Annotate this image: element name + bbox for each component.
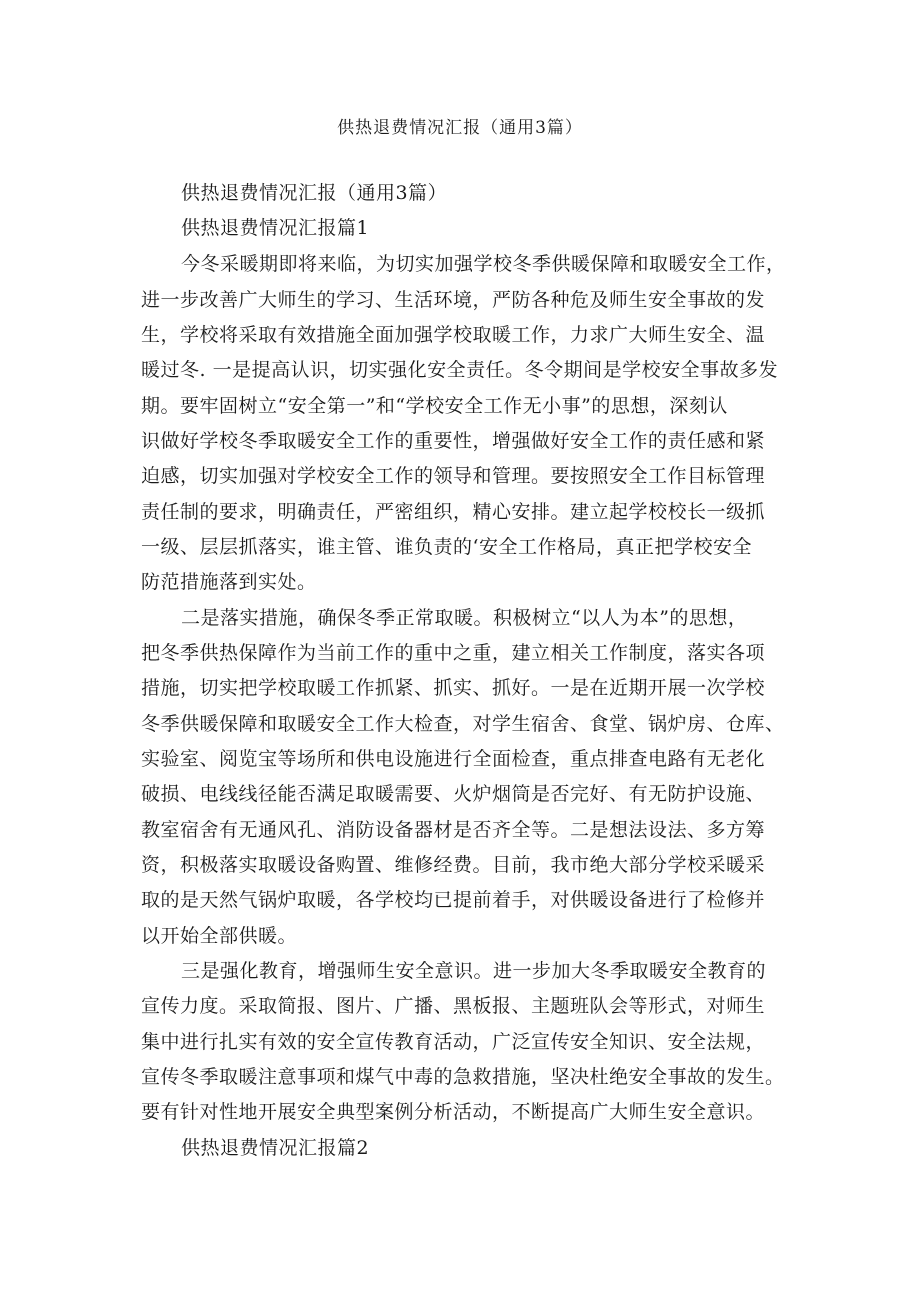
paragraph-line: 防范措施落到实处。 (141, 571, 317, 593)
paragraph-line: 期。要牢固树立“安全第一”和“学校安全工作无小事”的思想，深刻认 (141, 395, 728, 417)
paragraph-line: 宣传力度。采取简报、图片、广播、黑板报、主题班队会等形式，对师生 (141, 995, 766, 1017)
paragraph-line: 一级、层层抓落实，谁主管、谁负责的‘安全工作格局，真正把学校安全 (141, 536, 753, 558)
subtitle-line: 供热退费情况汇报（通用3篇） (181, 182, 448, 204)
paragraph-line: 进一步改善广大师生的学习、生活环境，严防各种危及师生安全事故的发 (141, 289, 766, 311)
paragraph-line: 生，学校将采取有效措施全面加强学校取暖工作，力求广大师生安全、温 (141, 324, 766, 346)
paragraph-line: 以开始全部供暖。 (141, 925, 298, 947)
paragraph-line: 资，积极落实取暖设备购置、维修经费。目前，我市绝大部分学校采暖采 (141, 854, 766, 876)
paragraph-line: 迫感，切实加强对学校安全工作的领导和管理。要按照安全工作目标管理 (141, 465, 766, 487)
paragraph-line: 教室宿舍有无通风孔、消防设备器材是否齐全等。二是想法设法、多方筹 (141, 819, 766, 841)
paragraph-line: 冬季供暖保障和取暖安全工作大检查，对学生宿舍、食堂、锅炉房、仓库、 (141, 713, 785, 735)
paragraph-line: 把冬季供热保障作为当前工作的重中之重，建立相关工作制度，落实各项 (141, 642, 766, 664)
paragraph-line: 暖过冬. 一是提高认识，切实强化安全责任。冬令期间是学校安全事故多发 (141, 359, 779, 381)
paragraph-line: 取的是天然气锅炉取暖，各学校均已提前着手，对供暖设备进行了检修并 (141, 889, 766, 911)
section-heading-1: 供热退费情况汇报篇1 (181, 217, 370, 239)
paragraph-line: 措施，切实把学校取暖工作抓紧、抓实、抓好。一是在近期开展一次学校 (141, 677, 766, 699)
paragraph-line: 破损、电线线径能否满足取暖需要、火炉烟筒是否完好、有无防护设施、 (141, 783, 766, 805)
paragraph-line: 今冬采暖期即将来临，为切实加强学校冬季供暖保障和取暖安全工作， (181, 253, 786, 275)
paragraph-line: 实验室、阅览宝等场所和供电设施进行全面检查，重点排查电路有无老化 (141, 748, 766, 770)
document-title: 供热退费情况汇报（通用3篇） (337, 118, 583, 138)
paragraph-line: 三是强化教育，增强师生安全意识。进一步加大冬季取暖安全教育的 (181, 960, 767, 982)
paragraph-line: 识做好学校冬季取暖安全工作的重要性，增强做好安全工作的责任感和紧 (141, 430, 766, 452)
paragraph-line: 宣传冬季取暖注意事项和煤气中毒的急救措施，坚决杜绝安全事故的发生。 (141, 1066, 785, 1088)
paragraph-line: 要有针对性地开展安全典型案例分析活动，不断提高广大师生安全意识。 (141, 1101, 766, 1123)
paragraph-line: 集中进行扎实有效的安全宣传教育活动，广泛宣传安全知识、安全法规， (141, 1031, 766, 1053)
paragraph-line: 责任制的要求，明确责任，严密组织，精心安排。建立起学校校长一级抓 (141, 501, 766, 523)
section-heading-2: 供热退费情况汇报篇2 (181, 1137, 370, 1159)
paragraph-line: 二是落实措施，确保冬季正常取暖。积极树立“以人为本”的思想， (181, 607, 748, 629)
